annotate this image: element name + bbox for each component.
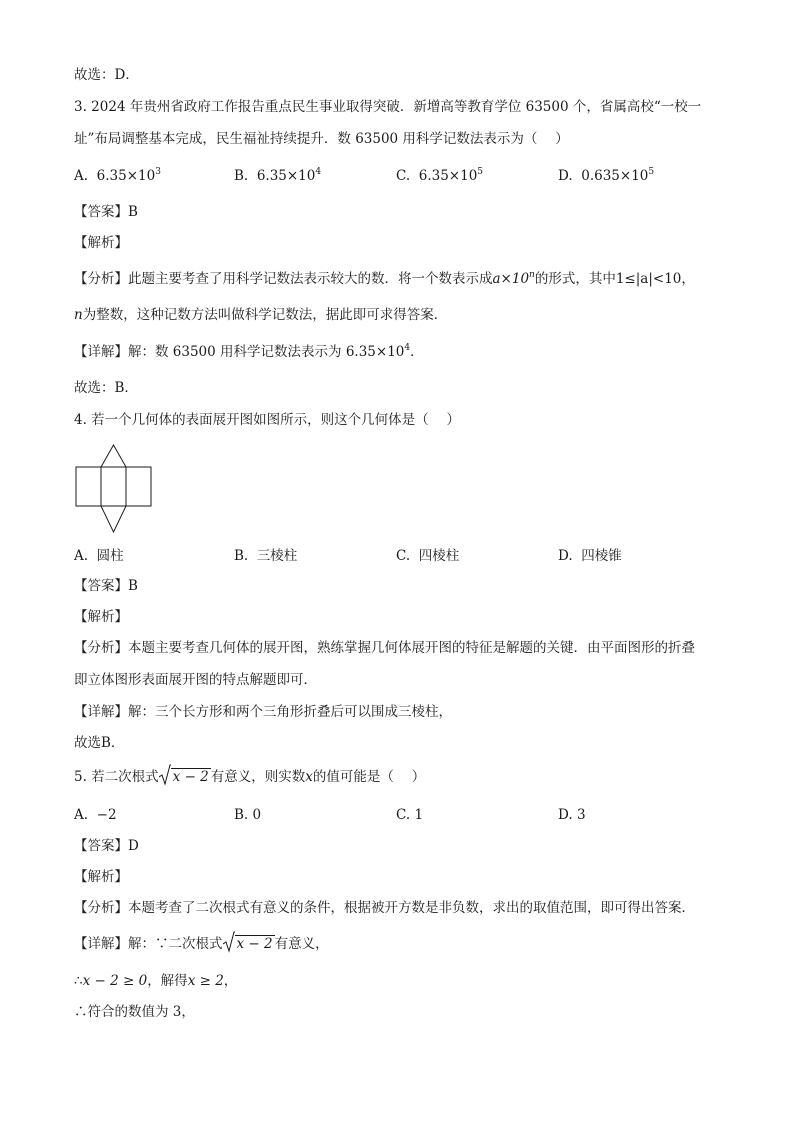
q5-detail: 【详解】解：∵二次根式 x − 2 有意义， xyxy=(74,934,329,954)
q3-fenxi-line2: n为整数，这种记数方法叫做科学记数法，据此即可求得答案． xyxy=(74,307,448,323)
q3-option-c: C. $6.35\times 10^5$ xyxy=(396,167,484,184)
q4-option-d: D. 四棱锥 xyxy=(558,548,622,564)
q3-stem-line1: 3. 2024 年贵州省政府工作报告重点民生事业取得突破．新增高等教育学位 63500 个，省属高校“一校一 xyxy=(74,99,702,115)
q4-stem: 4. 若一个几何体的表面展开图如图所示，则这个几何体是（ ） xyxy=(74,412,460,428)
net-triangle-top xyxy=(101,445,126,467)
q4-fenxi-line1: 【分析】本题主要考查几何体的展开图，熟练掌握几何体展开图的特征是解题的关键．由平面图形的折叠 xyxy=(74,640,695,656)
q4-option-a: A. 圆柱 xyxy=(74,548,124,564)
q5-option-a: A. −2 xyxy=(74,807,117,823)
q4-detail: 【详解】解：三个长方形和两个三角形折叠后可以围成三棱柱， xyxy=(74,704,452,720)
q3-answer: 【答案】B xyxy=(74,204,138,220)
q5-option-d: D. 3 xyxy=(558,807,586,823)
sqrt-expression: x − 2 xyxy=(223,934,275,954)
q3-option-b: B. $6.35\times 10^4$ xyxy=(234,167,322,184)
q4-answer: 【答案】B xyxy=(74,578,138,594)
q4-option-b: B. 三棱柱 xyxy=(234,548,298,564)
q2-choice: 故选：D． xyxy=(74,67,139,83)
q5-stem: 5. 若二次根式 x − 2 有意义，则实数x的值可能是（ ） xyxy=(74,767,425,787)
q5-option-b: B. 0 xyxy=(234,807,262,823)
q4-analysis-label: 【解析】 xyxy=(74,609,128,625)
q3-choice: 故选：B． xyxy=(74,380,138,396)
net-rectangles-outline xyxy=(76,467,151,506)
q5-step1: ∴x − 2 ≥ 0，解得x ≥ 2， xyxy=(74,973,238,989)
q4-fenxi-line2: 即立体图形表面展开图的特点解题即可． xyxy=(74,672,317,688)
q3-option-d: D. $0.635\times 10^5$ xyxy=(558,167,655,184)
q3-option-a: A. $6.35\times 10^3$ xyxy=(74,167,161,184)
q4-choice: 故选B． xyxy=(74,735,125,751)
q5-option-c: C. 1 xyxy=(396,807,424,823)
q3-detail: 【详解】解：数 63500 用科学记数法表示为 $6.35\times 10^4$． xyxy=(74,343,424,360)
q3-fenxi-line1: 【分析】此题主要考查了用科学记数法表示较大的数．将一个数表示成$a\times 10^n$的形式，其中1≤|a|<10， xyxy=(74,270,695,287)
q5-analysis-label: 【解析】 xyxy=(74,869,128,885)
net-triangle-bottom xyxy=(101,506,126,532)
sqrt-expression: x − 2 xyxy=(159,767,211,787)
q4-option-c: C. 四棱柱 xyxy=(396,548,460,564)
q3-stem-line2: 址”布局调整基本完成，民生福祉持续提升．数 63500 用科学记数法表示为（ ） xyxy=(74,131,569,147)
q5-fenxi: 【分析】本题考查了二次根式有意义的条件，根据被开方数是非负数，求出的取值范围，即可得出答案． xyxy=(74,900,695,916)
q5-answer: 【答案】D xyxy=(74,838,139,854)
q3-analysis-label: 【解析】 xyxy=(74,235,128,251)
net-figure xyxy=(74,444,154,536)
q5-step2: ∴符合的数值为 3， xyxy=(74,1004,195,1020)
